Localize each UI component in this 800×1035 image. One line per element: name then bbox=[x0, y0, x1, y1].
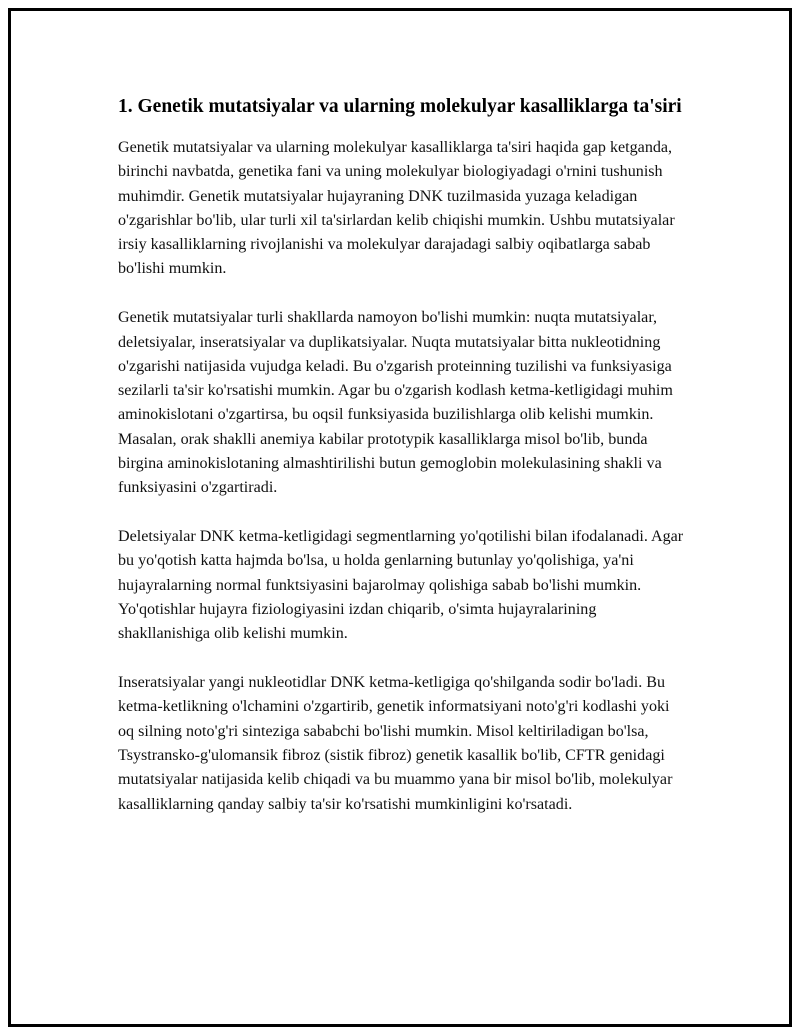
paragraph-insertions: Inseratsiyalar yangi nukleotidlar DNK ketma-ketligiga qo'shilganda sodir bo'ladi. Bu ketma-ketlikning o'lchamini o'zgartirib, genetik informatsiyani noto'g'ri kodlashi yoki oq silning noto'g'ri sinteziga sababchi bo'lishi mumkin. Misol keltiriladigan bo'lsa, Tsystransko-g'ulomansik fibroz (sistik fibroz) genetik kasallik bo'lib, CFTR genidagi mutatsiyalar natijasida kelib chiqadi va bu muammo yana bir misol bo'lib, molekulyar kasalliklarning qanday salbiy ta'sir ko'rsatishi mumkinligini ko'rsatadi. bbox=[118, 674, 673, 813]
paragraph-mutation-types: Genetik mutatsiyalar turli shakllarda namoyon bo'lishi mumkin: nuqta mutatsiyalar, deletsiyalar, inseratsiyalar va duplikatsiyalar. Nuqta mutatsiyalar bitta nukleotidning o'zgarishi natijasida vujudga keladi. Bu o'zgarish proteinning tuzilishi va funksiyasiga sezilarli ta'sir ko'rsatishi mumkin. Agar bu o'zgarish kodlash ketma-ketligidagi muhim aminokislotani o'zgartirsa, bu oqsil funksiyasida buzilishlarga olib kelishi mumkin. Masalan, orak shaklli anemiya kabilar prototypik kasalliklarga misol bo'lib, bunda birgina aminokislotaning almashtirilishi butun gemoglobin molekulasining shakli va funksiyasini o'zgartiradi. bbox=[118, 309, 673, 497]
paragraph-intro: Genetik mutatsiyalar va ularning molekulyar kasalliklarga ta'siri haqida gap ketganda, birinchi navbatda, genetika fani va uning molekulyar biologiyadagi o'rnini tushunish muhimdir. Genetik mutatsiyalar hujayraning DNK tuzilmasida yuzaga keladigan o'zgarishlar bo'lib, ular turli xil ta'sirlardan kelib chiqishi mumkin. Ushbu mutatsiyalar irsiy kasalliklarning rivojlanishi va molekulyar darajadagi salbiy oqibatlarga sabab bo'lishi mumkin. bbox=[118, 139, 675, 278]
document-body bbox=[118, 94, 684, 841]
paragraph-deletions: Deletsiyalar DNK ketma-ketligidagi segmentlarning yo'qotilishi bilan ifodalanadi. Agar bu yo'qotish katta hajmda bo'lsa, u holda genlarning butunlay yo'qolishiga, ya'ni hujayralarning normal funktsiyasini bajarolmay qolishiga sabab bo'lishi mumkin. Yo'qotishlar hujayra fiziologiyasini izdan chiqarib, o'simta hujayralarining shakllanishiga olib kelishi mumkin. bbox=[118, 528, 684, 643]
section-heading: 1. Genetik mutatsiyalar va ularning molekulyar kasalliklarga ta'siri bbox=[118, 96, 682, 117]
